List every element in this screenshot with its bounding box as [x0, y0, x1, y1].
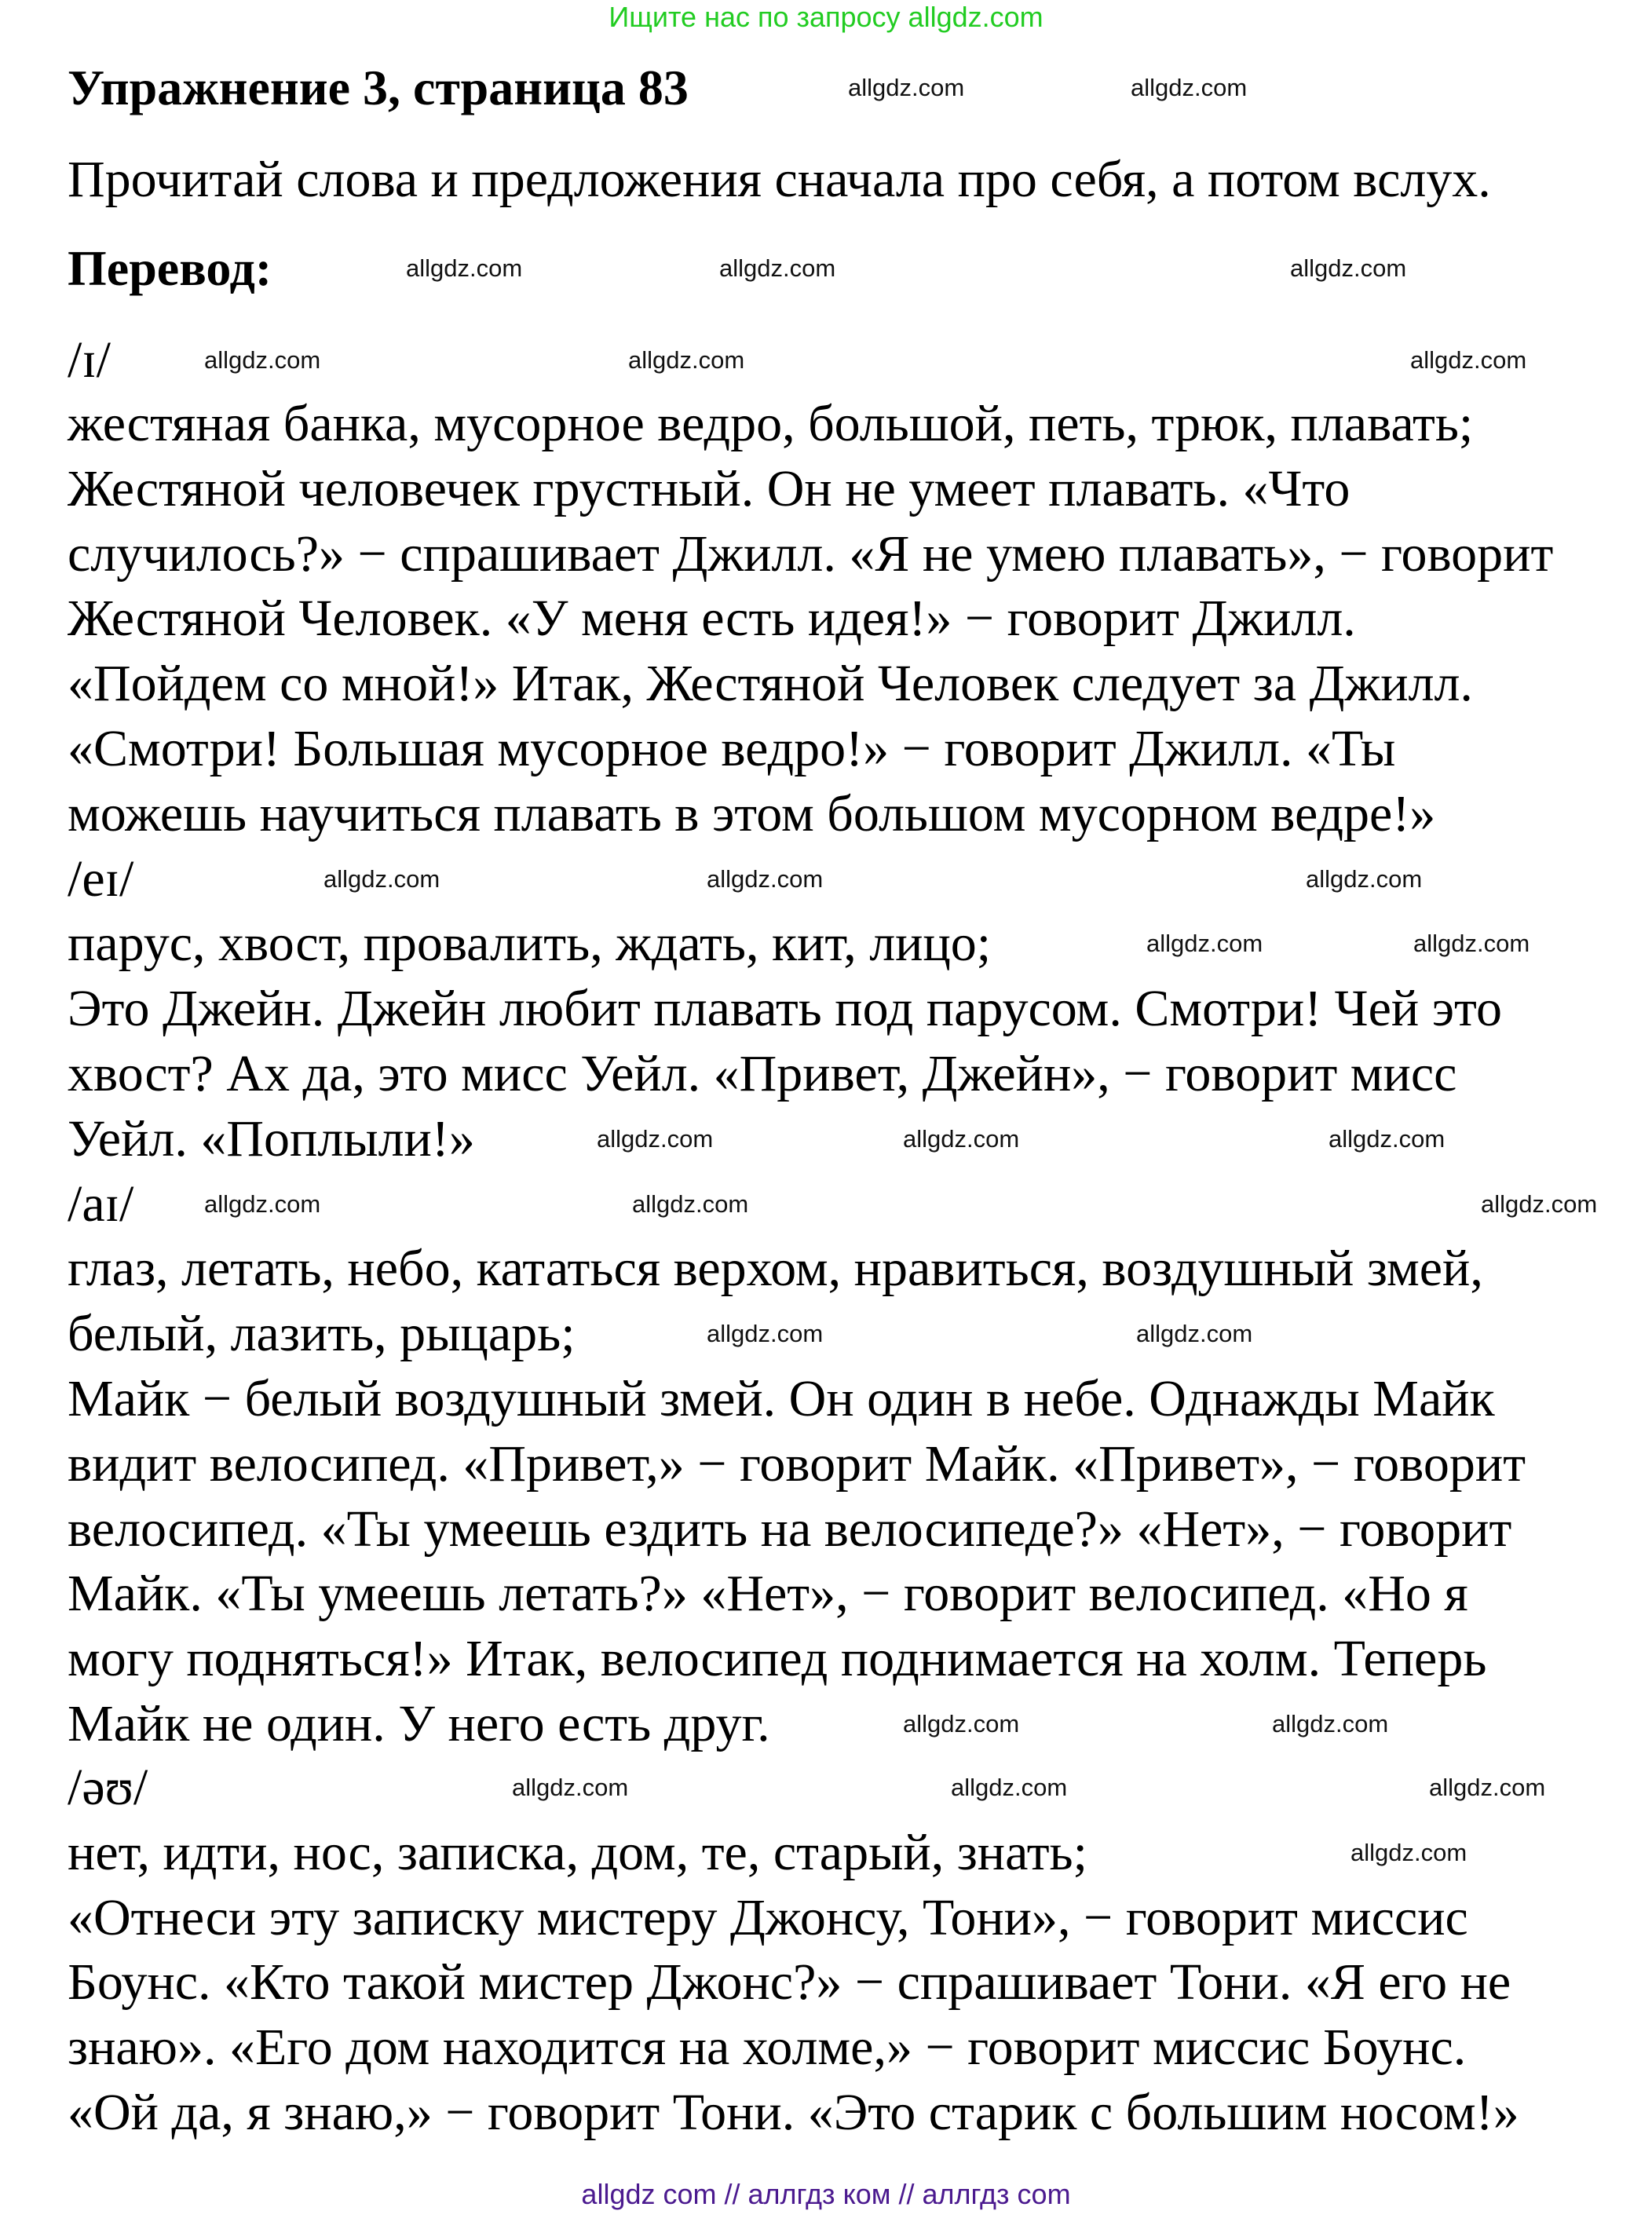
- text-line: велосипед. «Ты умеешь ездить на велосипеде?» «Нет», − говорит: [68, 1500, 1512, 1558]
- sound-label: /əʊ/: [68, 1759, 148, 1816]
- translation-heading: Перевод:: [68, 240, 272, 296]
- watermark: allgdz.com: [1272, 1710, 1389, 1737]
- watermark: allgdz.com: [719, 254, 836, 282]
- watermark: allgdz.com: [1136, 1320, 1253, 1348]
- watermark: allgdz.com: [1481, 1189, 1598, 1218]
- text-line: Майк − белый воздушный змей. Он один в небе. Однажды Майк: [68, 1370, 1495, 1427]
- watermark: allgdz.com: [903, 1124, 1020, 1153]
- search-banner: Ищите нас по запросу allgdz.com: [609, 1, 1043, 33]
- watermark: allgdz.com: [1290, 254, 1407, 282]
- text-line: «Отнеси эту записку мистеру Джонсу, Тони», − говорит миссис: [68, 1888, 1468, 1946]
- text-line: нет, идти, нос, записка, дом, те, старый, знать;: [68, 1823, 1087, 1881]
- watermark: allgdz.com: [848, 73, 965, 101]
- watermark: allgdz.com: [903, 1710, 1020, 1737]
- watermark: allgdz.com: [1350, 1838, 1467, 1866]
- instruction: Прочитай слова и предложения сначала про себя, а потом вслух.: [68, 151, 1491, 208]
- sound-label: /aɪ/: [68, 1175, 134, 1233]
- watermark: allgdz.com: [1329, 1124, 1446, 1153]
- watermark: allgdz.com: [628, 346, 745, 374]
- sound-label: /ɪ/: [68, 331, 111, 389]
- text-line: белый, лазить, рыцарь;: [68, 1305, 576, 1363]
- watermark: allgdz.com: [512, 1774, 629, 1801]
- text-line: случилось?» − спрашивает Джилл. «Я не умею плавать», − говорит: [68, 524, 1554, 583]
- watermark: allgdz.com: [1306, 864, 1423, 893]
- watermark: allgdz.com: [632, 1189, 749, 1218]
- page-title: Упражнение 3, страница 83: [68, 60, 689, 115]
- text-line: «Пойдем со мной!» Итак, Жестяной Человек следует за Джилл.: [68, 655, 1473, 713]
- watermark: allgdz.com: [1131, 73, 1248, 101]
- watermark: allgdz.com: [707, 864, 824, 893]
- text-line: можешь научиться плавать в этом большом мусорном ведре!»: [68, 784, 1436, 842]
- text-line: «Смотри! Большая мусорное ведро!» − говорит Джилл. «Ты: [68, 720, 1396, 777]
- text-line: Майк не один. У него есть друг.: [68, 1695, 770, 1752]
- watermark: allgdz.com: [951, 1774, 1068, 1801]
- watermark: allgdz.com: [1429, 1774, 1546, 1801]
- watermark: allgdz.com: [204, 1189, 321, 1218]
- text-line: Майк. «Ты умеешь летать?» «Нет», − говорит велосипед. «Но я: [68, 1565, 1468, 1623]
- text-line: глаз, летать, небо, кататься верхом, нравиться, воздушный змей,: [68, 1240, 1483, 1298]
- text-line: Боунс. «Кто такой мистер Джонс?» − спрашивает Тони. «Я его не: [68, 1953, 1511, 2012]
- watermark: allgdz.com: [1410, 346, 1527, 374]
- text-line: знаю». «Его дом находится на холме,» − говорит миссис Боунс.: [68, 2019, 1467, 2077]
- text-line: Это Джейн. Джейн любит плавать под парусом. Смотри! Чей это: [68, 980, 1502, 1038]
- watermark: allgdz.com: [597, 1124, 714, 1153]
- text-line: парус, хвост, провалить, ждать, кит, лицо;: [68, 915, 992, 973]
- text-line: «Ой да, я знаю,» − говорит Тони. «Это старик с большим носом!»: [68, 2084, 1519, 2141]
- text-line: Уейл. «Поплыли!»: [68, 1109, 475, 1167]
- text-line: хвост? Ах да, это мисс Уейл. «Привет, Джейн», − говорит мисс: [68, 1045, 1457, 1102]
- text-line: Жестяной Человек. «У меня есть идея!» − говорит Джилл.: [68, 590, 1356, 648]
- watermark: allgdz.com: [1413, 930, 1530, 958]
- watermark: allgdz.com: [707, 1320, 824, 1348]
- watermark: allgdz.com: [1146, 930, 1263, 958]
- text-line: могу подняться!» Итак, велосипед поднимается на холм. Теперь: [68, 1630, 1487, 1688]
- text-line: жестяная банка, мусорное ведро, большой, петь, трюк, плавать;: [68, 395, 1474, 452]
- watermark: allgdz.com: [406, 254, 523, 282]
- text-line: Жестяной человечек грустный. Он не умеет плавать. «Что: [68, 459, 1350, 517]
- footer-banner: allgdz com // аллгдз ком // аллгдз com: [581, 2178, 1071, 2210]
- text-line: видит велосипед. «Привет,» − говорит Майк. «Привет», − говорит: [68, 1434, 1526, 1493]
- watermark: allgdz.com: [323, 864, 440, 893]
- watermark: allgdz.com: [204, 346, 321, 374]
- sound-label: /eɪ/: [68, 850, 134, 908]
